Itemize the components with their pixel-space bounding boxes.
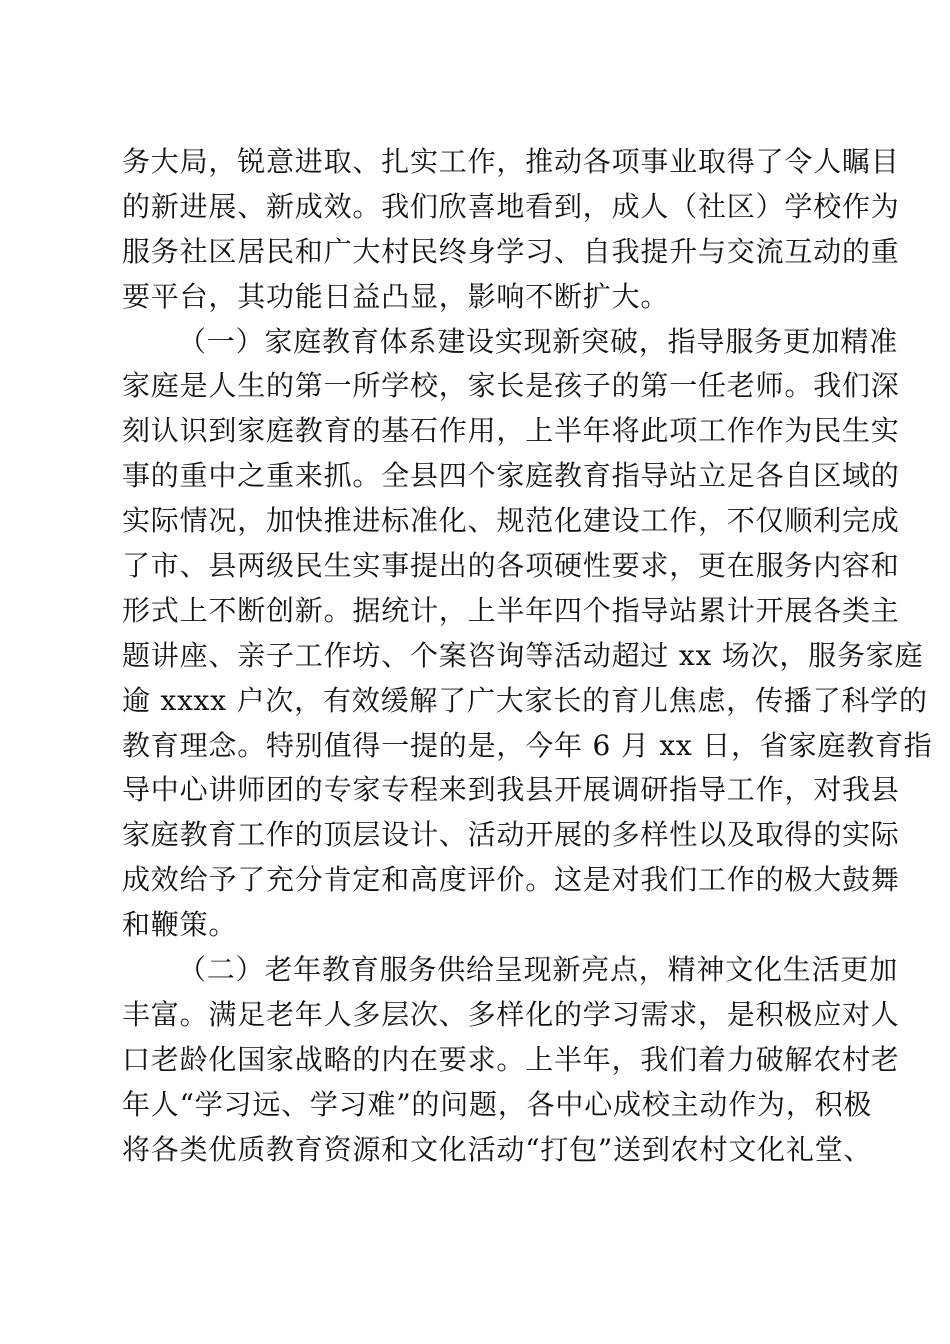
- text-line: （二）老年教育服务供给呈现新亮点，精神文化生活更加: [178, 953, 899, 987]
- text-line: 导中心讲师团的专家专程来到我县开展调研指导工作，对我县: [122, 773, 900, 807]
- text-line: 要平台，其功能日益凸显，影响不断扩大。: [122, 279, 670, 313]
- text-line: 口老龄化国家战略的内在要求。上半年，我们着力破解农村老: [122, 1042, 900, 1076]
- text-line: 形式上不断创新。据统计，上半年四个指导站累计开展各类主: [122, 593, 900, 627]
- text-line: 年人“学习远、学习难”的问题，各中心成校主动作为，积极: [122, 1087, 873, 1121]
- text-line: 教育理念。特别值得一提的是，今年 6 月 xx 日，省家庭教育指: [122, 728, 933, 762]
- text-line: 务大局，锐意进取、扎实工作，推动各项事业取得了令人瞩目: [122, 145, 900, 178]
- text-line: 了市、县两级民生实事提出的各项硬性要求，更在服务内容和: [122, 549, 900, 583]
- text-line: 成效给予了充分肯定和高度评价。这是对我们工作的极大鼓舞: [122, 863, 900, 897]
- text-line: 丰富。满足老年人多层次、多样化的学习需求，是积极应对人: [122, 997, 900, 1031]
- text-line: 将各类优质教育资源和文化活动“打包”送到农村文化礼堂、: [122, 1132, 873, 1166]
- text-line: 服务社区居民和广大村民终身学习、自我提升与交流互动的重: [122, 234, 900, 268]
- text-line: 家庭是人生的第一所学校，家长是孩子的第一任老师。我们深: [122, 369, 900, 403]
- text-line: 家庭教育工作的顶层设计、活动开展的多样性以及取得的实际: [122, 818, 900, 852]
- text-line: 逾 xxxx 户次，有效缓解了广大家长的育儿焦虑，传播了科学的: [122, 683, 928, 717]
- text-line: 刻认识到家庭教育的基石作用，上半年将此项工作作为民生实: [122, 414, 900, 448]
- text-line: （一）家庭教育体系建设实现新突破，指导服务更加精准: [178, 324, 899, 358]
- text-line: 和鞭策。: [122, 908, 238, 942]
- document-body: [122, 140, 933, 1172]
- text-line: 的新进展、新成效。我们欣喜地看到，成人（社区）学校作为: [122, 189, 900, 223]
- text-line: 实际情况，加快推进标准化、规范化建设工作，不仅顺利完成: [122, 504, 900, 538]
- text-line: 题讲座、亲子工作坊、个案咨询等活动超过 xx 场次，服务家庭: [122, 638, 924, 672]
- text-line: 事的重中之重来抓。全县四个家庭教育指导站立足各自区域的: [122, 459, 900, 493]
